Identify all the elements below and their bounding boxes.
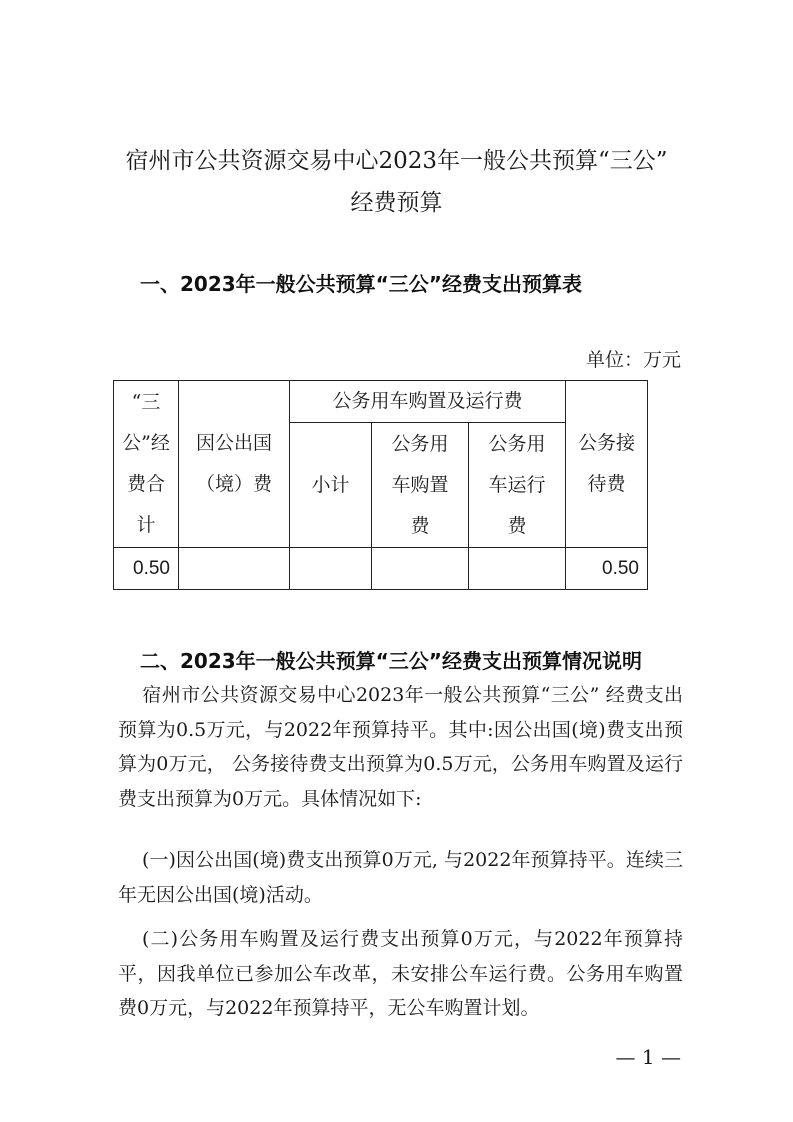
paragraph-summary [118, 678, 683, 816]
document-title [0, 140, 793, 224]
paragraph-abroad [118, 843, 683, 912]
paragraph-vehicle [118, 922, 683, 1026]
header-total: “三公”经费合计 [114, 381, 179, 548]
cell-total: 0.50 [114, 548, 179, 590]
title-line-2: 经费预算 [350, 190, 443, 216]
header-subtotal: 小计 [290, 423, 372, 548]
header-vehicle-operation: 公务用车运行费 [469, 423, 566, 548]
unit-label: 单位：万元 [585, 349, 681, 371]
section-2-heading: 二、2023年一般公共预算“三公”经费支出预算情况说明 [140, 649, 642, 673]
paragraph-vehicle-text: (二)公务用车购置及运行费支出预算0万元，与2022年预算持平，因我单位已参加公车改革，未安排公车运行费。公务用车购置费0万元，与2022年预算持平，无公车购置计划。 [118, 928, 683, 1019]
header-vehicle-purchase: 公务用车购置费 [372, 423, 469, 548]
paragraph-summary-text: 宿州市公共资源交易中心2023年一般公共预算“三公” 经费支出预算为0.5万元，与2022年预算持平。其中:因公出国(境)费支出预算为0万元， 公务接待费支出预算为0.5万元，公务用车购置及运行费支出预算为0万元。具体情况如下: [118, 684, 683, 810]
budget-table [113, 380, 648, 590]
header-vehicle-group: 公务用车购置及运行费 [290, 381, 566, 423]
cell-vehicle-operation [469, 548, 566, 590]
header-reception: 公务接待费 [566, 381, 648, 548]
title-line-1: 宿州市公共资源交易中心2023年一般公共预算“三公” [125, 148, 668, 174]
section-1-heading: 一、2023年一般公共预算“三公”经费支出预算表 [140, 272, 582, 296]
cell-reception: 0.50 [566, 548, 648, 590]
paragraph-abroad-text: (一)因公出国(境)费支出预算0万元, 与2022年预算持平。连续三年无因公出国(境)活动。 [118, 849, 683, 906]
cell-subtotal [290, 548, 372, 590]
cell-abroad [179, 548, 290, 590]
cell-vehicle-purchase [372, 548, 469, 590]
page-number: — 1 — [615, 1045, 681, 1069]
header-abroad: 因公出国（境）费 [179, 381, 290, 548]
